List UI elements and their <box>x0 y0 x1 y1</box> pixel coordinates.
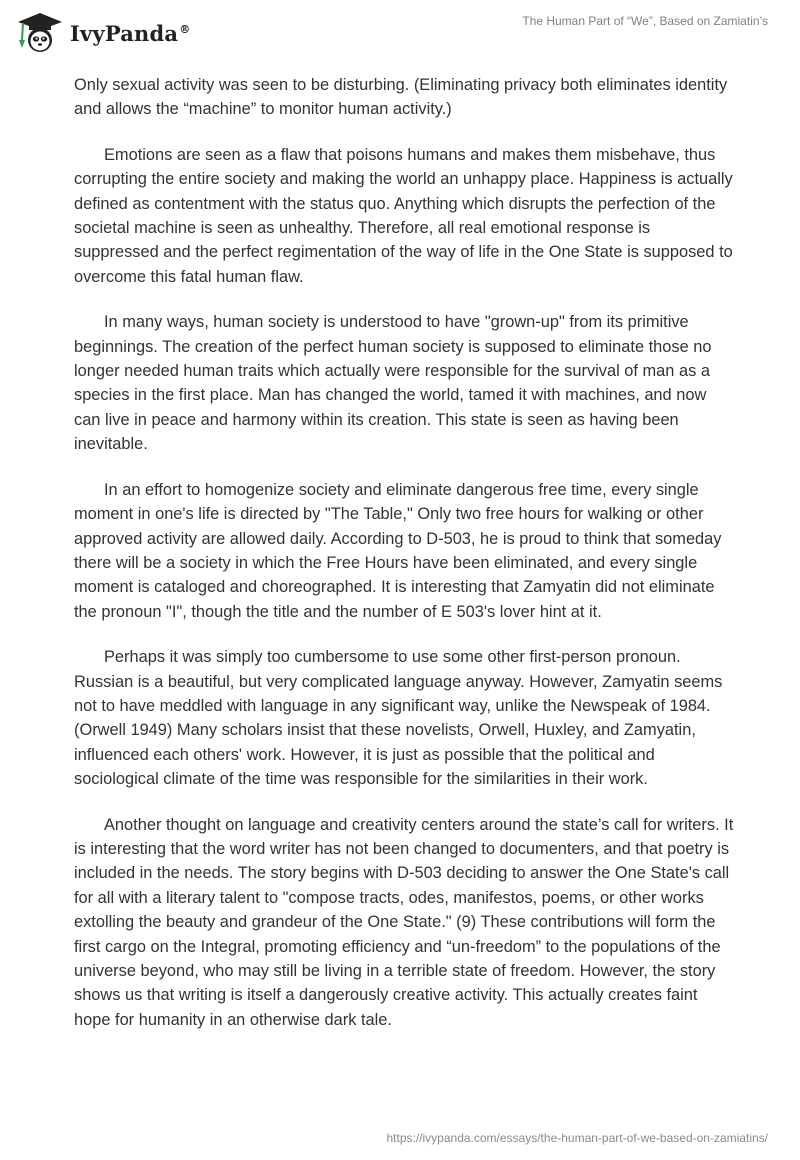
document-title: The Human Part of “We”, Based on Zamiatin’s <box>522 14 768 28</box>
page-header <box>0 0 800 64</box>
paragraph-4: In an effort to homogenize society and eliminate dangerous free time, every single moment in one's life is directed by "The Table," Only two free hours for walking or other approved activity are allowed daily. According to D-503, he is proud to think that someday there will be a society in which the Free Hours have been eliminated, and every single moment is cataloged and choreographed. It is interesting that Zamyatin did not eliminate the pronoun "I", though the title and the number of E 503's lover hint at it. <box>74 480 722 621</box>
paragraph-2: Emotions are seen as a flaw that poisons humans and makes them misbehave, thus corrupting the entire society and making the world an unhappy place. Happiness is actually defined as contentment with the status quo. Anything which disrupts the perfection of the societal machine is seen as unhealthy. Therefore, all real emotional response is suppressed and the perfect regimentation of the way of life in the One State is supposed to overcome this fatal human flaw. <box>74 145 733 286</box>
logo-text <box>70 21 190 46</box>
source-url[interactable]: https://ivypanda.com/essays/the-human-part-of-we-based-on-zamiatins/ <box>386 1131 768 1145</box>
paragraph-3: In many ways, human society is understood to have "grown-up" from its primitive beginnings. The creation of the perfect human society is supposed to eliminate those no longer needed human traits which actually were responsible for the survival of man as a species in the first place. Man has changed the world, tamed it with machines, and now can live in peace and harmony within its creation. This state is seen as having been inevitable. <box>74 313 712 454</box>
registered-mark: ® <box>179 22 191 36</box>
ivypanda-logo[interactable] <box>14 10 190 54</box>
paragraph-1: Only sexual activity was seen to be disturbing. (Eliminating privacy both eliminates identity and allows the “machine” to monitor human activity.) <box>74 76 728 119</box>
paragraph-5: Perhaps it was simply too cumbersome to use some other first-person pronoun. Russian is a beautiful, but very complicated language anyway. However, Zamyatin seems not to have meddled with language in any significant way, unlike the Newspeak of 1984. (Orwell 1949) Many scholars insist that these novelists, Orwell, Huxley, and Zamyatin, influenced each others' work. However, it is just as possible that the political and sociological climate of the time was responsible for the similarities in their work. <box>74 648 723 789</box>
logo-wordmark: IvyPanda <box>70 20 179 46</box>
panda-graduate-icon <box>14 10 64 54</box>
paragraph-6: Another thought on language and creativity centers around the state’s call for writers. It is interesting that the word writer has not been changed to documenters, and that poetry is included in the needs. The story begins with D-503 deciding to answer the One State's call for all with a literary talent to "compose tracts, odes, manifestos, poems, or other works extolling the beauty and grandeur of the One State." (9) These contributions will form the first cargo on the Integral, promoting efficiency and “un-freedom” to the populations of the universe beyond, who may still be living in a terrible state of freedom. However, the story shows us that writing is itself a dangerously creative activity. This actually creates faint hope for humanity in an otherwise dark tale. <box>74 815 734 1029</box>
essay-body <box>74 73 734 1053</box>
